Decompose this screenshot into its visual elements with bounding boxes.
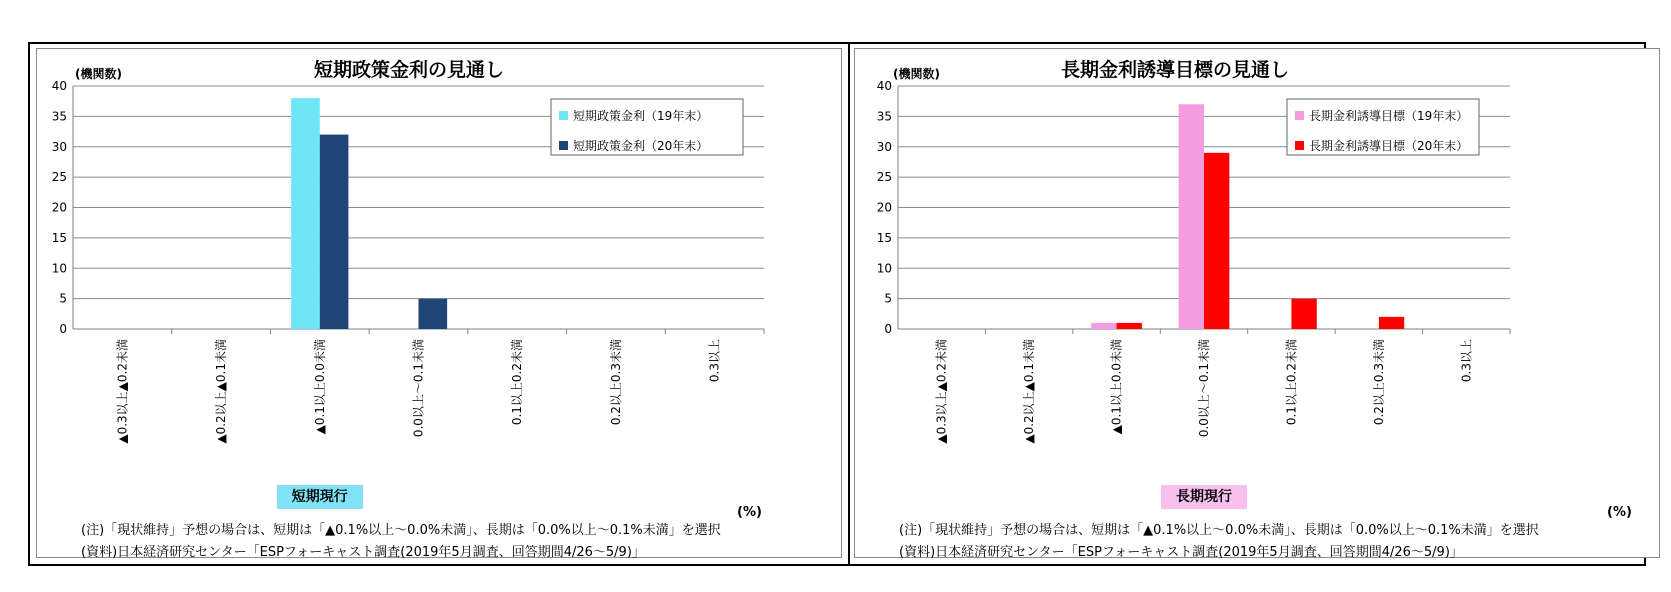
- legend-swatch: [559, 111, 568, 120]
- y-tick-label: 20: [876, 200, 892, 215]
- y-tick-label: 35: [876, 109, 892, 124]
- y-tick-label: 0: [59, 322, 67, 336]
- x-tick-label: ▲0.3以上▲0.2未満: [115, 339, 130, 444]
- x-tick-label: 0.2以上0.3未満: [1371, 339, 1386, 426]
- x-unit-label: (%): [737, 505, 762, 520]
- bar: [1291, 299, 1316, 329]
- source-note: (資料)日本経済研究センター「ESPフォーキャスト調査(2019年5月調査、回答期間4/26～5/9)」: [81, 545, 645, 560]
- x-unit-label: (%): [1607, 505, 1632, 520]
- y-tick-label: 5: [59, 291, 67, 306]
- y-tick-label: 40: [876, 79, 892, 93]
- short-term-chart-panel: [36, 48, 842, 558]
- x-tick-label: 0.0以上～0.1未満: [1197, 339, 1211, 438]
- footnote: (注)「現状維持」予想の場合は、短期は「▲0.1%以上～0.0%未満」、長期は「0.0%以上～0.1%未満」を選択: [81, 523, 721, 538]
- legend: [1287, 99, 1479, 155]
- y-tick-label: 20: [51, 200, 67, 215]
- legend-label: 短期政策金利（19年末）: [573, 109, 709, 123]
- y-tick-label: 5: [884, 291, 892, 306]
- bar: [320, 135, 349, 329]
- panel-divider: [848, 42, 850, 566]
- legend-swatch: [1295, 141, 1304, 150]
- y-tick-label: 40: [51, 79, 67, 93]
- y-tick-label: 30: [51, 139, 67, 154]
- y-tick-label: 30: [876, 139, 892, 154]
- y-tick-label: 35: [51, 109, 67, 124]
- legend-label: 短期政策金利（20年末）: [573, 139, 709, 153]
- y-tick-label: 15: [51, 230, 67, 245]
- x-tick-label: ▲0.2以上▲0.1未満: [214, 339, 229, 444]
- x-tick-label: 0.3以上: [1459, 339, 1474, 383]
- x-tick-label: 0.2以上0.3未満: [608, 339, 623, 426]
- x-tick-label: ▲0.1以上0.0未満: [312, 339, 327, 435]
- y-tick-label: 15: [876, 230, 892, 245]
- x-tick-label: ▲0.3以上▲0.2未満: [934, 339, 949, 444]
- legend-label: 長期金利誘導目標（19年末）: [1309, 109, 1469, 123]
- y-axis-label: (機関数): [893, 67, 940, 81]
- bar: [1204, 153, 1229, 329]
- current-rate-label: 短期現行: [277, 485, 363, 509]
- chart-title: 短期政策金利の見通し: [313, 59, 505, 81]
- bar: [1117, 323, 1142, 329]
- legend-swatch: [1295, 111, 1304, 120]
- x-tick-label: ▲0.1以上0.0未満: [1109, 339, 1124, 435]
- y-tick-label: 25: [876, 170, 892, 185]
- x-tick-label: ▲0.2以上▲0.1未満: [1022, 339, 1037, 444]
- y-tick-label: 10: [51, 261, 67, 276]
- footnote: (注)「現状維持」予想の場合は、短期は「▲0.1%以上～0.0%未満」、長期は「0.0%以上～0.1%未満」を選択: [899, 523, 1539, 538]
- legend-swatch: [559, 141, 568, 150]
- x-tick-label: 0.3以上: [707, 339, 722, 383]
- x-tick-label: 0.0以上～0.1未満: [411, 339, 426, 438]
- legend-label: 長期金利誘導目標（20年末）: [1309, 139, 1469, 153]
- y-tick-label: 10: [876, 261, 892, 276]
- bar: [291, 98, 320, 329]
- x-tick-label: 0.1以上0.2未満: [1284, 339, 1299, 426]
- x-tick-label: 0.1以上0.2未満: [510, 339, 525, 426]
- y-tick-label: 25: [51, 170, 67, 185]
- bar: [1379, 317, 1404, 329]
- bar: [419, 299, 448, 329]
- long-term-chart-panel: [854, 48, 1660, 558]
- y-axis-label: (機関数): [75, 67, 122, 81]
- chart-title: 長期金利誘導目標の見通し: [1060, 59, 1290, 81]
- bar: [1091, 323, 1116, 329]
- current-rate-label: 長期現行: [1161, 485, 1247, 509]
- y-tick-label: 0: [884, 322, 892, 336]
- short-term-chart: [37, 49, 843, 559]
- source-note: (資料)日本経済研究センター「ESPフォーキャスト調査(2019年5月調査、回答期間4/26～5/9)」: [899, 545, 1463, 560]
- long-term-chart: [855, 49, 1661, 559]
- legend: [551, 99, 743, 155]
- bar: [1179, 104, 1204, 329]
